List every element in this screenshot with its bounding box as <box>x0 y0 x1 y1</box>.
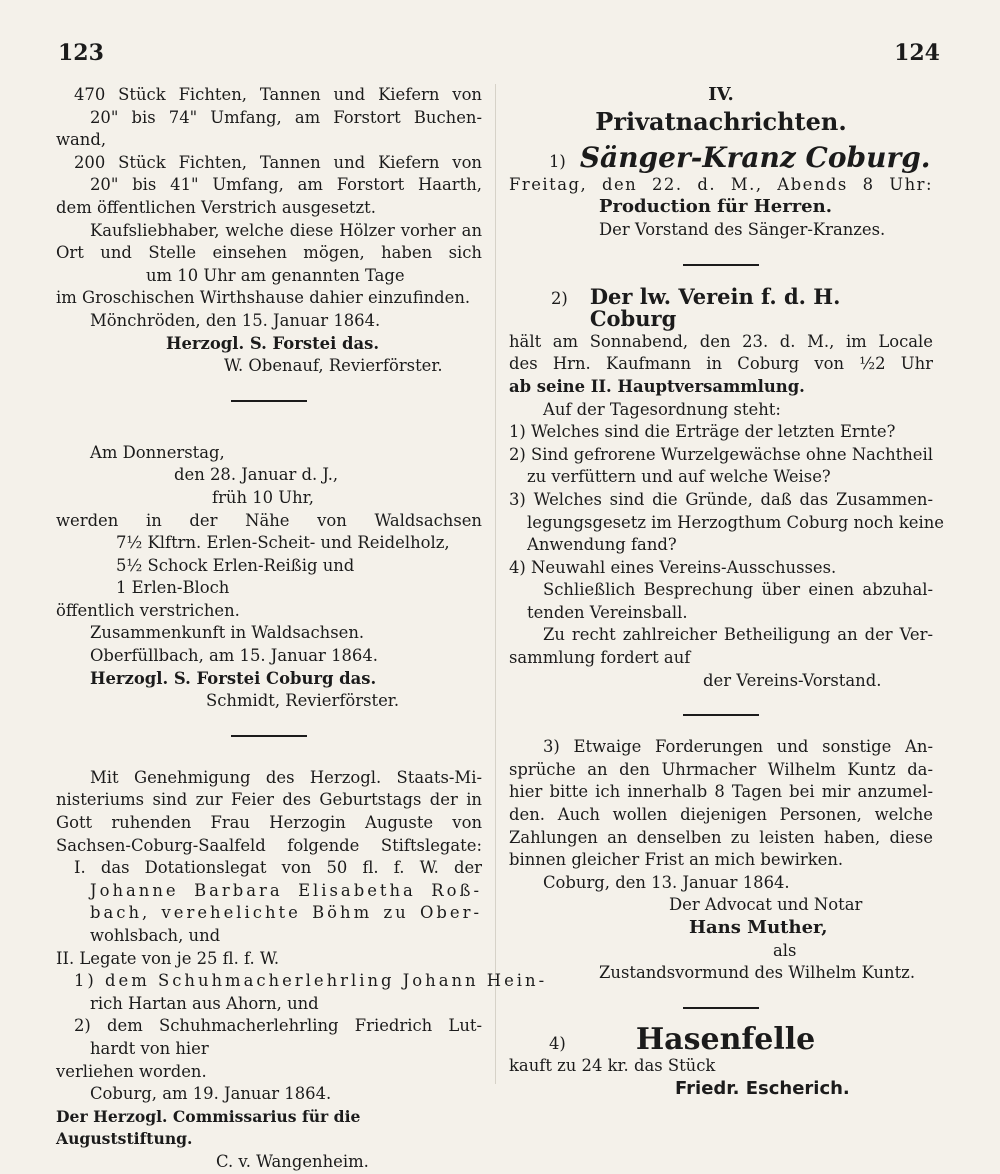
text-line: sprüche an den Uhrmacher Wilhelm Kuntz da- <box>509 759 933 779</box>
text-line: legungsgesetz im Herzogthum Coburg noch keine <box>527 512 944 532</box>
notice-number: 4) <box>549 1033 566 1053</box>
date-line: Mönchröden, den 15. Januar 1864. <box>90 310 381 330</box>
text-line: Anwendung fand? <box>527 535 677 555</box>
text-line: Schließlich Besprechung über einen abzuhal- <box>543 580 933 600</box>
separator-rule <box>683 1007 759 1009</box>
signature-name: W. Obenauf, Revierförster. <box>224 356 443 376</box>
text-line: Mit Genehmigung des Herzogl. Staats-Mi- <box>90 767 482 787</box>
notice-title: Sänger-Kranz Coburg. <box>579 141 931 175</box>
notice-agricultural-club <box>509 283 944 693</box>
text-line: 200 Stück Fichten, Tannen und Kiefern von <box>74 152 482 172</box>
signature-office: Herzogl. S. Forstei Coburg das. <box>90 668 377 688</box>
text-line: 20" bis 41" Umfang, am Forstort Haarth, <box>90 175 482 195</box>
left-column <box>56 84 548 1174</box>
separator-rule <box>231 735 307 737</box>
signature-line: Der Vorstand des Sänger-Kranzes. <box>599 219 886 239</box>
notice-claims-kuntz <box>509 736 933 985</box>
text-line: 3) Etwaige Forderungen und sonstige An- <box>543 737 933 757</box>
signature-name: Schmidt, Revierförster. <box>206 691 400 711</box>
column-divider <box>495 84 496 1084</box>
text-line: sammlung fordert auf <box>509 648 691 668</box>
text-line: den 28. Januar d. J., <box>174 465 339 485</box>
text-line: I. das Dotationslegat von 50 fl. f. W. der <box>74 858 482 878</box>
text-line: verliehen worden. <box>56 1061 207 1081</box>
text-line: Production für Herren. <box>599 196 832 218</box>
text-line: Zahlungen an denselben zu leisten haben, diese <box>509 827 933 847</box>
text-line: Kaufsliebhaber, welche diese Hölzer vorher an <box>90 220 482 240</box>
signature-name: Friedr. Escherich. <box>675 1077 850 1099</box>
text-line: zu verfüttern und auf welche Weise? <box>527 467 831 487</box>
text-line: nisteriums sind zur Feier des Geburtstags der in <box>56 790 482 810</box>
text-line: tenden Vereinsball. <box>527 602 688 622</box>
text-line: öffentlich verstrichen. <box>56 600 240 620</box>
notice-hare-skins <box>509 1021 933 1101</box>
signature-name: Hans Muther, <box>689 917 828 938</box>
separator-rule <box>683 264 759 266</box>
text-line: als <box>773 940 797 960</box>
text-line: Freitag, den 22. d. M., Abends 8 Uhr: <box>509 174 933 194</box>
text-line: des Hrn. Kaufmann in Coburg von ½2 Uhr <box>509 354 933 374</box>
text-line: 1) dem Schuhmacherlehrling Johann Hein- <box>74 971 548 991</box>
signature-role: Zustandsvormund des Wilhelm Kuntz. <box>599 963 916 983</box>
text-line: rich Hartan aus Ahorn, und <box>90 993 319 1013</box>
text-line: kauft zu 24 kr. das Stück <box>509 1056 716 1076</box>
text-line: Sachsen-Coburg-Saalfeld folgende Stiftslegate: <box>56 835 482 855</box>
text-line: binnen gleicher Frist an mich bewirken. <box>509 850 844 870</box>
text-line: hier bitte ich innerhalb 8 Tagen bei mir anzumel- <box>509 782 933 802</box>
date-line: Oberfüllbach, am 15. Januar 1864. <box>90 646 378 666</box>
notice-number: 1) <box>549 152 566 172</box>
wood-auction-notice <box>56 442 482 713</box>
agenda-item: 3) Welches sind die Gründe, daß das Zusammen- <box>509 489 933 509</box>
notice-saengerkranz <box>509 141 933 241</box>
signature-name: C. v. Wangenheim. <box>216 1151 369 1171</box>
foundation-legacy-notice <box>56 767 548 1174</box>
text-line: II. Legate von je 25 fl. f. W. <box>56 948 280 968</box>
text-line: den. Auch wollen diejenigen Personen, welche <box>509 805 933 825</box>
right-column <box>509 84 944 1101</box>
text-line: bach, verehelichte Böhm zu Ober- <box>90 903 482 923</box>
agenda-item: 4) Neuwahl eines Vereins-Ausschusses. <box>509 557 837 577</box>
text-line: 1 Erlen-Bloch <box>116 578 230 598</box>
text-line: Johanne Barbara Elisabetha Roß- <box>90 880 482 900</box>
text-line: wand, <box>56 130 107 150</box>
text-line: hält am Sonnabend, den 23. d. M., im Locale <box>509 331 933 351</box>
text-line: Gott ruhenden Frau Herzogin Auguste von <box>56 813 482 833</box>
notice-title: Der lw. Verein f. d. H. Coburg <box>589 283 841 332</box>
text-line: hardt von hier <box>90 1038 209 1058</box>
text-line: früh 10 Uhr, <box>212 487 314 507</box>
page-number-right: 124 <box>894 40 940 66</box>
text-line: ab seine II. Hauptversammlung. <box>509 376 805 396</box>
text-line: im Groschischen Wirthshause dahier einzufinden. <box>56 288 471 308</box>
notice-number: 2) <box>551 288 568 308</box>
text-line: dem öffentlichen Verstrich ausgesetzt. <box>56 197 376 217</box>
timber-sale-notice <box>56 84 482 378</box>
notice-title: Hasenfelle <box>635 1021 816 1057</box>
text-line: Zusammenkunft in Waldsachsen. <box>90 623 365 643</box>
signature-line: der Vereins-Vorstand. <box>703 670 882 690</box>
text-line: wohlsbach, und <box>90 926 221 945</box>
text-line: Zu recht zahlreicher Betheiligung an der Ver- <box>543 625 933 645</box>
text-line: 5½ Schock Erlen-Reißig und <box>116 555 355 575</box>
signature-title: Der Advocat und Notar <box>669 895 863 915</box>
text-line: Ort und Stelle einsehen mögen, haben sich <box>56 243 482 263</box>
signature-office: Herzogl. S. Forstei das. <box>166 333 380 353</box>
text-line: 7½ Klftrn. Erlen-Scheit- und Reidelholz, <box>116 533 450 553</box>
separator-rule <box>683 714 759 716</box>
section-title: Privatnachrichten. <box>595 106 847 136</box>
page-number-left: 123 <box>58 40 104 66</box>
agenda-item: 2) Sind gefrorene Wurzelgewächse ohne Nachtheil <box>509 444 933 464</box>
text-line: 470 Stück Fichten, Tannen und Kiefern von <box>74 85 482 104</box>
date-line: Coburg, den 13. Januar 1864. <box>543 872 790 892</box>
text-line: Auf der Tagesordnung steht: <box>543 399 781 419</box>
separator-rule <box>231 400 307 402</box>
text-line: werden in der Nähe von Waldsachsen <box>56 510 482 530</box>
text-line: um 10 Uhr am genannten Tage <box>146 265 405 285</box>
text-line: 2) dem Schuhmacherlehrling Friedrich Lut- <box>74 1016 482 1036</box>
date-line: Coburg, am 19. Januar 1864. <box>90 1084 332 1104</box>
agenda-item: 1) Welches sind die Erträge der letzten Ernte? <box>509 422 896 442</box>
text-line: 20" bis 74" Umfang, am Forstort Buchen- <box>90 107 482 127</box>
signature-office: Der Herzogl. Commissarius für die Auguststiftung. <box>56 1106 361 1149</box>
section-numeral: IV. <box>708 84 734 105</box>
text-line: Am Donnerstag, <box>90 442 225 462</box>
